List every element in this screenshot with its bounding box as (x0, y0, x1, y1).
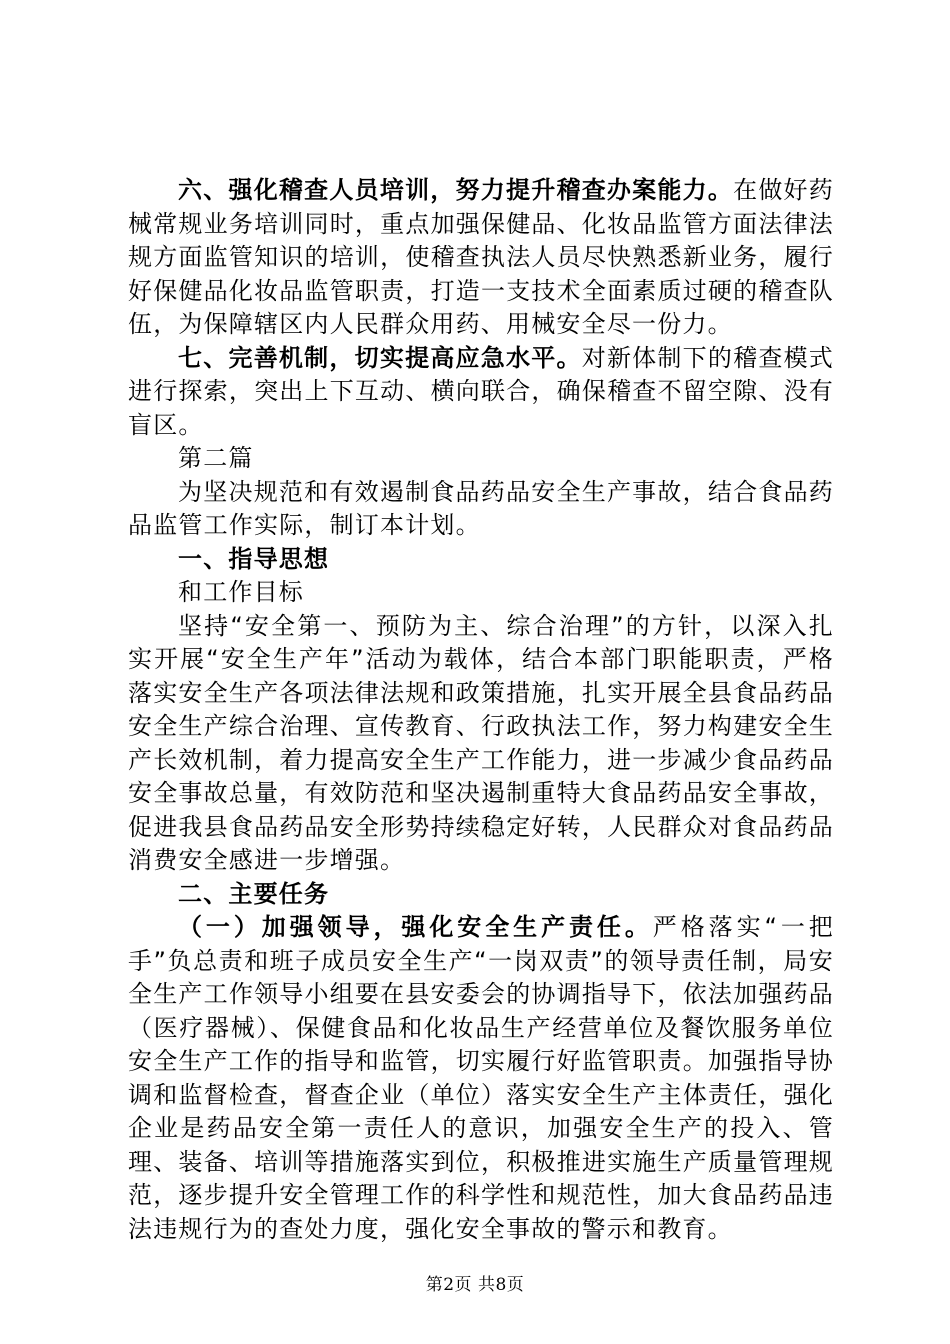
paragraph-mechanism-text: 对新体制下的稽查模式进行探索，突出上下互动、横向联合，确保稽查不留空隙、没有盲区。 (128, 343, 835, 439)
paragraph-principles-text: 坚持“安全第一、预防为主、综合治理”的方针，以深入扎实开展“安全生产年”活动为载体，结合本部门职能职责，严格落实安全生产各项法律法规和政策措施，扎实开展全县食品药品安全生产综合治理、宣传教育、行政执法工作，努力构建安全生产长效机制，着力提高安全生产工作能力，进一步减少食品药品安全事故总量，有效防范和坚决遏制重特大食品药品安全事故，促进我县食品药品安全形势持续稳定好转，人民群众对食品药品消费安全感进一步增强。 (128, 611, 834, 874)
heading-guiding-ideology-text: 一、指导思想 (178, 544, 330, 573)
subheading-work-goals-text: 和工作目标 (178, 578, 304, 606)
heading-main-tasks (128, 878, 834, 912)
paragraph-intro-text: 为坚决规范和有效遏制食品药品安全生产事故，结合食品药品监管工作实际，制订本计划。 (128, 477, 834, 539)
heading-mechanism: 七、完善机制，切实提高应急水平。 (178, 343, 582, 372)
paragraph-mechanism (128, 342, 834, 443)
subheading-work-goals (128, 576, 834, 610)
paragraph-principles (128, 610, 834, 878)
paragraph-intro (128, 476, 834, 543)
paragraph-training-text: 在做好药械常规业务培训同时，重点加强保健品、化妆品监管方面法律法规方面监管知识的培训，使稽查执法人员尽快熟悉新业务，履行好保健品化妆品监管职责，打造一支技术全面素质过硬的稽查队伍，为保障辖区内人民群众用药、用械安全尽一份力。 (128, 176, 834, 338)
heading-training: 六、强化稽查人员培训，努力提升稽查办案能力。 (178, 176, 734, 204)
section-label-text: 第二篇 (178, 444, 254, 472)
page-number: 第2页 共8页 (425, 1275, 525, 1295)
page-footer (0, 1270, 950, 1295)
heading-guiding-ideology (128, 543, 834, 577)
heading-main-tasks-text: 二、主要任务 (178, 879, 330, 908)
heading-leadership: （一）加强领导，强化安全生产责任。 (178, 913, 653, 941)
paragraph-leadership (128, 911, 834, 1246)
section-label (128, 442, 834, 476)
paragraph-leadership-text: 严格落实“一把手”负总责和班子成员安全生产“一岗双责”的领导责任制，局安全生产工作领导小组要在县安委会的协调指导下，依法加强药品（医疗器械）、保健食品和化妆品生产经营单位及餐饮服务单位安全生产工作的指导和监管，切实履行好监管职责。加强指导协调和监督检查，督查企业（单位）落实安全生产主体责任，强化企业是药品安全第一责任人的意识，加强安全生产的投入、管理、装备、培训等措施落实到位，积极推进实施生产质量管理规范，逐步提升安全管理工作的科学性和规范性，加大食品药品违法违规行为的查处力度，强化安全事故的警示和教育。 (128, 913, 834, 1243)
document-body (128, 174, 834, 1246)
paragraph-training (128, 174, 834, 342)
